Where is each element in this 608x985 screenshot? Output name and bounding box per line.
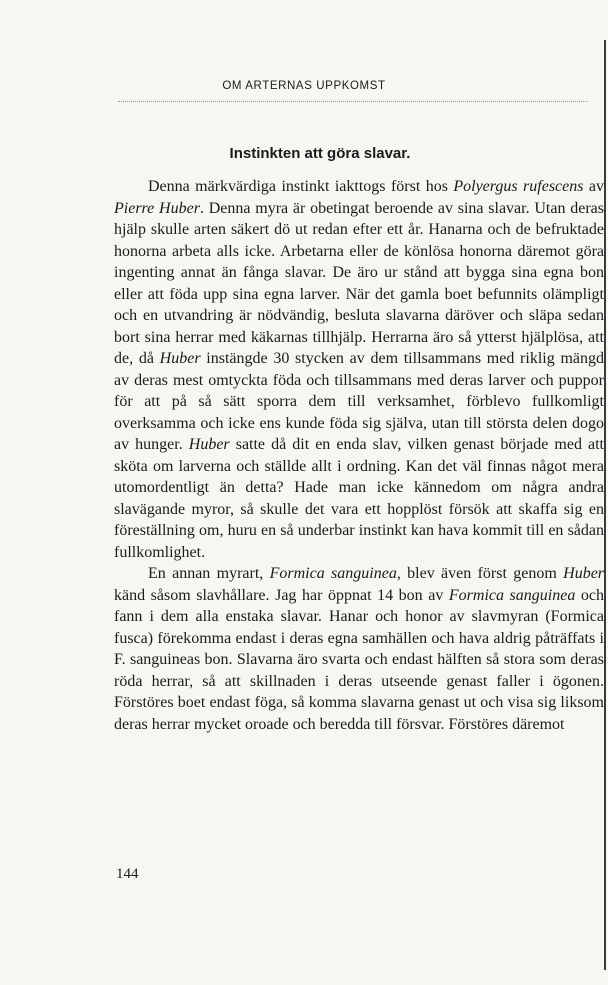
text-run: Denna märkvärdiga instinkt iakttogs först hos — [148, 178, 454, 195]
italic-text: Huber — [188, 436, 230, 453]
page-edge — [604, 40, 606, 970]
body-text — [114, 176, 604, 735]
page-number: 144 — [116, 866, 139, 882]
running-header: OM ARTERNAS UPPKOMST — [222, 80, 386, 92]
paragraph — [114, 176, 604, 563]
italic-text: Polyergus rufescens — [453, 178, 584, 195]
text-run: satte då dit en enda slav, vilken genast började med att sköta om larverna och ställde allt i ordning. Kan det väl finnas något mera utomordentligt än detta? Hade man icke kännedom om några andra slavägande myror, så skulle det vara ett hopplöst försök att skaffa sig en föreställning om, huru en så underbar instinkt kan hava kommit till en sådan fullkomlighet. — [114, 436, 604, 561]
italic-text: Huber — [159, 350, 201, 367]
italic-text: Formica sanguinea — [448, 586, 576, 604]
text-run: En annan myrart, — [148, 565, 270, 582]
italic-text: Pierre Huber — [114, 199, 200, 217]
header-rule — [118, 101, 588, 102]
text-run: . Denna myra är obetingat beroende av sina slavar. Utan deras hjälp skulle arten säkert dö ut redan efter ett år. Hanarna och de befruktade honorna arbeta alls icke. Arbetarna eller de könlösa honorna däremot göra ingenting annat än fånga slavar. De äro ur stånd att bygga sina egna bon eller att föda upp sina egna larver. När det gamla boet befunnits olämpligt och en utvandring är nödvändig, besluta slavarna däröver och släpa sedan bort sina herrar med käkarnas tillhjälp. Herrarna äro så ytterst hjälplösa, att de, då — [114, 199, 604, 367]
text-run: instängde 30 stycken av dem tillsammans med riklig mängd av deras mest omtyckta föda och tillsammans med deras larver och puppor för att på så sätt sporra dem till verksamhet, förblevo fullkomligt overksamma och icke ens kunde föda sig själva, utan till största delen dogo av hunger. — [114, 350, 604, 453]
text-run: , blev även först genom — [396, 565, 564, 582]
paragraph — [114, 563, 604, 735]
text-run: och fann i dem alla enstaka slavar. Hanar och honor av slavmyran (Formica fusca) förekomma endast i deras egna samhällen och hava aldrig påträffats i F. sanguineas bon. Slavarna äro svarta och endast hälften så stora som deras röda herrar, så att skillnaden i deras utseende genast faller i ögonen. Förstöres boet endast föga, så komma slavarna genast ut och visa sig liksom deras herrar mycket oroade och beredda till försvar. Förstöres däremot — [114, 586, 605, 733]
text-run: känd såsom slavhållare. Jag har öppnat 14 bon av — [114, 586, 449, 604]
section-title: Instinkten att göra slavar. — [229, 145, 411, 162]
italic-text: Huber — [563, 565, 605, 582]
italic-text: Formica sanguinea — [269, 565, 397, 582]
text-run: av — [583, 178, 605, 195]
